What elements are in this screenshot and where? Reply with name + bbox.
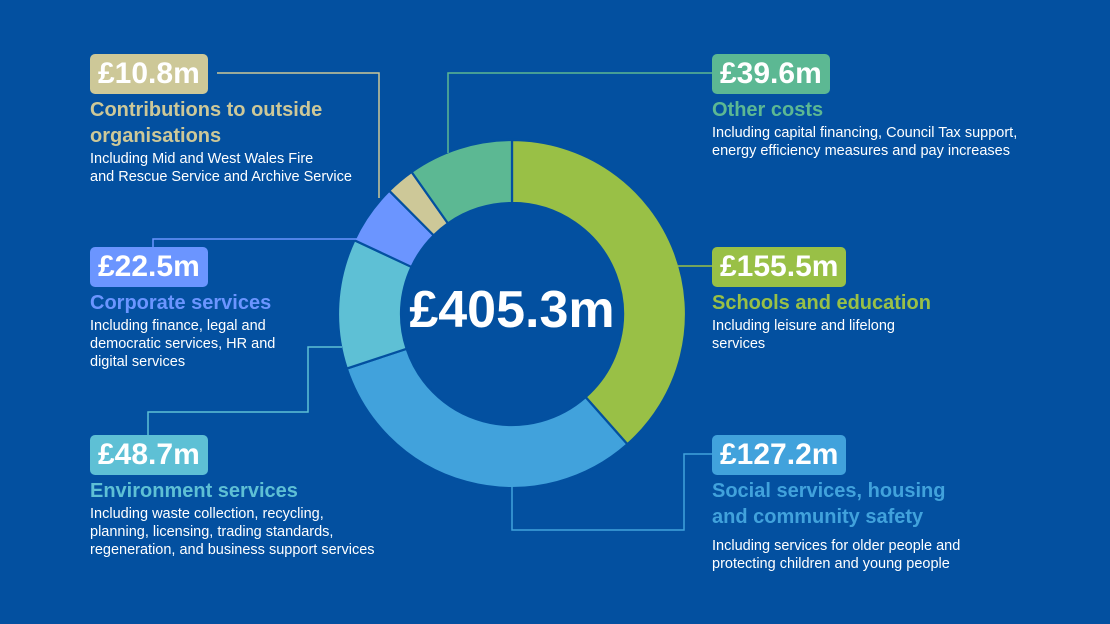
category-description-line: democratic services, HR and — [90, 336, 276, 352]
category-description-line: planning, licensing, trading standards, — [90, 524, 334, 540]
category-description-line: Including services for older people and — [712, 538, 961, 554]
category-title-line: Environment services — [90, 480, 298, 502]
category-description-contributions — [90, 150, 352, 186]
category-title-contributions — [90, 97, 322, 149]
category-title-line: Other costs — [712, 99, 824, 121]
category-description-line: Including Mid and West Wales Fire — [90, 151, 314, 167]
category-title-schools — [712, 290, 931, 316]
category-description-line: Including finance, legal and — [90, 318, 266, 334]
category-title-line: Social services, housing — [712, 480, 946, 502]
category-title-other — [712, 97, 823, 123]
category-description-line: Including leisure and lifelong — [712, 318, 895, 334]
category-description-corporate — [90, 317, 275, 371]
category-title-line: Corporate services — [90, 292, 272, 314]
category-title-line: organisations — [90, 125, 222, 147]
amount-badge-other: £39.6m — [712, 54, 830, 94]
category-title-line: Schools and education — [712, 292, 931, 314]
amount-badge-environment: £48.7m — [90, 435, 208, 475]
category-description-line: digital services — [90, 354, 186, 370]
category-description-line: regeneration, and business support services — [90, 542, 375, 558]
category-description-other — [712, 124, 1017, 160]
category-title-corporate — [90, 290, 271, 316]
category-title-environment — [90, 478, 298, 504]
category-title-social — [712, 478, 945, 530]
leader-line-corporate — [153, 239, 358, 247]
category-description-line: services — [712, 336, 766, 352]
amount-badge-schools: £155.5m — [712, 247, 846, 287]
amount-badge-corporate: £22.5m — [90, 247, 208, 287]
category-description-schools — [712, 317, 895, 353]
slice-social — [347, 349, 628, 488]
category-description-line: Including waste collection, recycling, — [90, 506, 324, 522]
category-description-line: and Rescue Service and Archive Service — [90, 169, 352, 185]
category-title-line: Contributions to outside — [90, 99, 323, 121]
amount-badge-contributions: £10.8m — [90, 54, 208, 94]
category-description-line: Including capital financing, Council Tax support, — [712, 125, 1018, 141]
amount-badge-social: £127.2m — [712, 435, 846, 475]
category-description-environment — [90, 505, 375, 559]
category-description-line: protecting children and young people — [712, 556, 950, 572]
category-description-line: energy efficiency measures and pay increases — [712, 143, 1010, 159]
category-title-line: and community safety — [712, 506, 924, 528]
category-description-social — [712, 537, 960, 573]
total-label: £405.3m — [409, 281, 615, 339]
